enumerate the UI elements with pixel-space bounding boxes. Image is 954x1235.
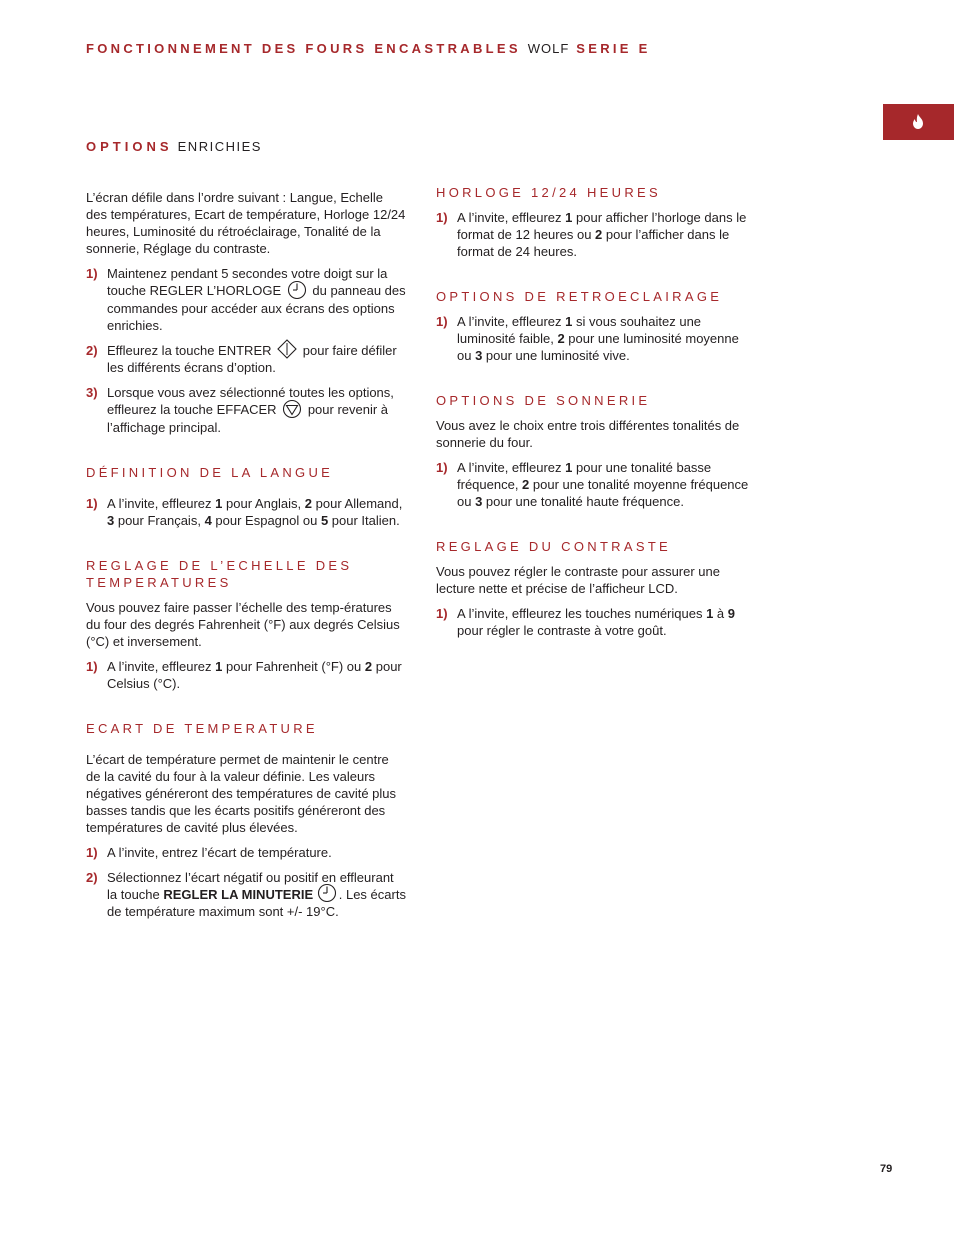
list-item: 1) A l’invite, effleurez 1 pour afficher l’horloge dans le format de 12 heures ou 2 pour l’afficher dans le format de 24 heures. (436, 210, 747, 259)
section-heading: OPTIONS DE RETROECLAIRAGE (436, 289, 723, 304)
section-ecart (86, 720, 406, 921)
page-number: 79 (880, 1163, 893, 1175)
section-horloge (436, 184, 756, 260)
running-header (86, 41, 651, 56)
section-heading: OPTIONS DE SONNERIE (436, 393, 651, 408)
section-heading: DÉFINITION DE LA LANGUE (86, 464, 334, 480)
list-item: 1) A l’invite, effleurez 1 pour une tonalité basse fréquence, 2 pour une tonalité moyenne fréquence ou 3 pour une tonalité haute fréquence. (436, 460, 749, 509)
triangle-clear-icon (282, 399, 302, 419)
section-heading: HORLOGE 12/24 HEURES (436, 185, 661, 200)
list-item: 1) A l’invite, effleurez 1 si vous souhaitez une luminosité faible, 2 pour une luminosité moyenne ou 3 pour une luminosité vive. (436, 314, 739, 363)
section-tab (883, 104, 954, 140)
header-brand: WOLF (527, 41, 570, 56)
header-series: SERIE E (576, 41, 651, 56)
intro-text: L’écran défile dans l’ordre suivant : Langue, Echelle des températures, Ecart de température, Horloge 12/24 heures, Luminosité du rétroéclairage, Tonalité de la sonnerie, Réglage du contraste. (86, 190, 406, 256)
section-contraste (436, 538, 756, 639)
flame-icon (912, 114, 924, 129)
section-langue (86, 464, 406, 529)
left-column (86, 138, 406, 928)
list-item: 1) Maintenez pendant 5 secondes votre doigt sur la touche REGLER L’HORLOGE du panneau des commandes pour accéder aux écrans des options enrichies. (86, 266, 406, 333)
section-sonnerie (436, 392, 756, 510)
section-heading: REGLAGE DE L’ECHELLE DES TEMPERATURES (86, 557, 353, 590)
section-echelle (86, 557, 406, 692)
section-heading: ECART DE TEMPERATURE (86, 720, 318, 736)
section-heading: REGLAGE DU CONTRASTE (436, 539, 672, 554)
list-item: 2) Sélectionnez l’écart négatif ou positif en effleurant la touche REGLER LA MINUTERIE . Les écarts de température maximum sont +/- 19°C. (86, 869, 406, 920)
clock-icon (317, 883, 337, 903)
header-title: FONCTIONNEMENT DES FOURS ENCASTRABLES (86, 41, 521, 56)
section-text: L’écart de température permet de maintenir le centre de la cavité du four à la valeur définie. Les valeurs négatives généreront des températures de cavité plus basses tandis que les écarts positifs généreront des températures de cavité plus élevées. (86, 751, 397, 835)
section-text: Vous pouvez faire passer l’échelle des temp-ératures du four des degrés Fahrenheit (°F) aux degrés Celsius (°C) et inversement. (86, 599, 400, 649)
clock-icon (287, 280, 307, 300)
page-title: OPTIONS ENRICHIES (86, 139, 262, 154)
section-text: Vous pouvez régler le contraste pour assurer une lecture nette et précise de l’afficheur LCD. (436, 564, 721, 596)
section-text: Vous avez le choix entre trois différentes tonalités de sonnerie du four. (436, 418, 740, 450)
list-item: 1) A l’invite, effleurez 1 pour Fahrenheit (°F) ou 2 pour Celsius (°C). (86, 658, 402, 691)
list-item: 2) Effleurez la touche ENTRER pour faire défiler les différents écrans d’option. (86, 342, 406, 377)
list-item: 1) A l’invite, effleurez les touches numériques 1 à 9 pour régler le contraste à votre goût. (436, 606, 736, 638)
list-item: 1) A l’invite, entrez l’écart de température. (86, 844, 332, 860)
diamond-enter-icon (277, 339, 297, 359)
right-column (436, 184, 756, 647)
list-item: 3) Lorsque vous avez sélectionné toutes les options, effleurez la touche EFFACER pour revenir à l’affichage principal. (86, 385, 394, 435)
list-item: 1) A l’invite, effleurez 1 pour Anglais, 2 pour Allemand, 3 pour Français, 4 pour Espagnol ou 5 pour Italien. (86, 495, 403, 528)
section-retroeclairage (436, 288, 756, 364)
